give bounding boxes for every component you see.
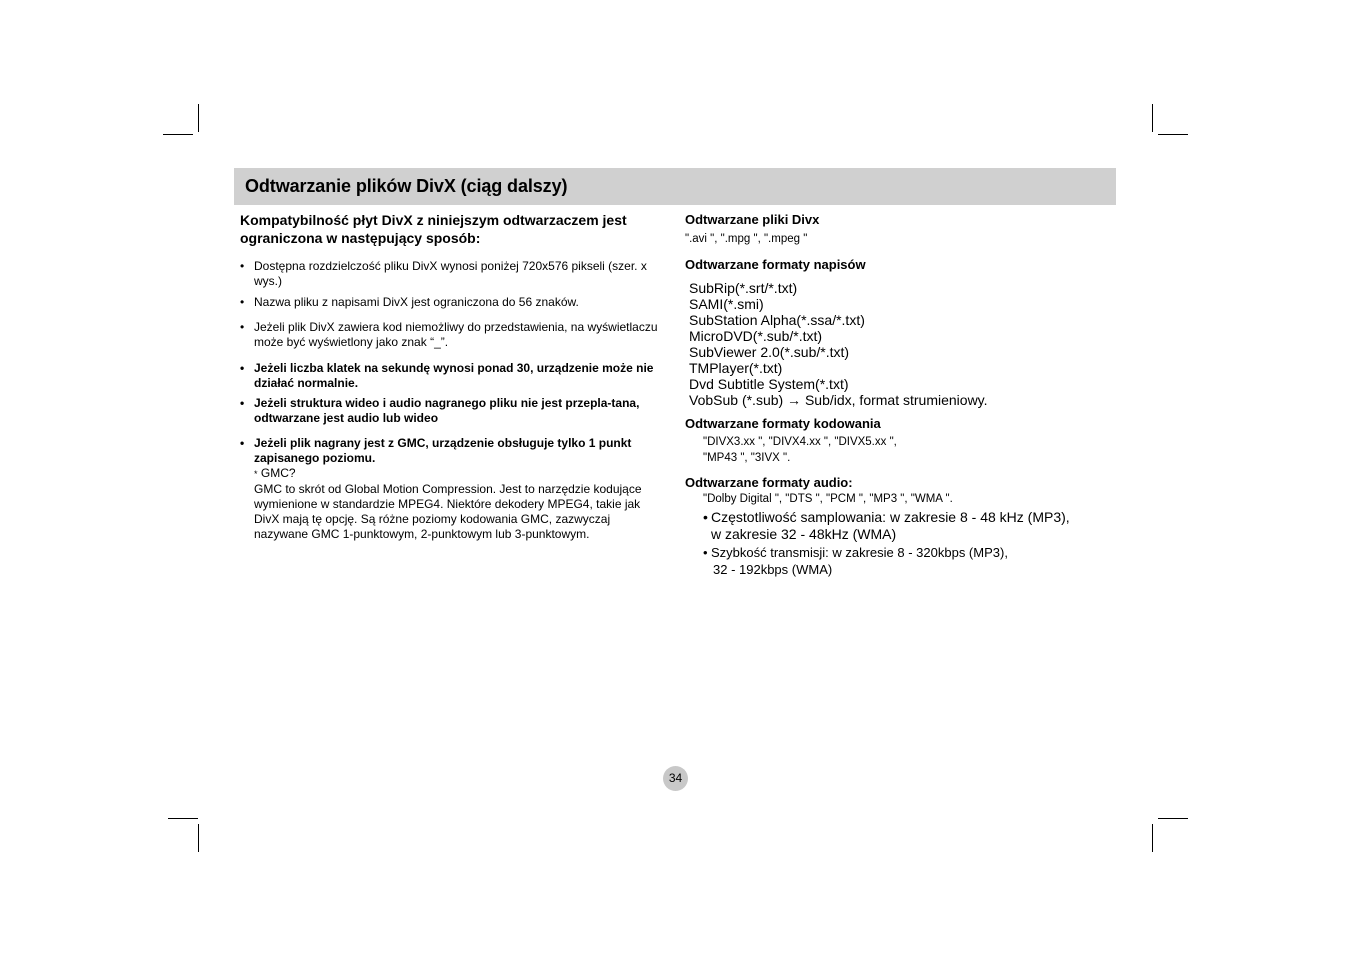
left-column: [240, 211, 660, 542]
list-item: TMPlayer(*.txt): [689, 360, 783, 376]
bullet-icon: •: [240, 295, 245, 309]
gmc-note: [254, 466, 660, 542]
bullet-icon: •: [240, 396, 245, 410]
compatibility-intro: Kompatybilność płyt DivX z niniejszym odtwarzaczem jest ograniczona w następujący sposób:: [240, 212, 627, 246]
bullet-icon: •: [240, 259, 245, 273]
gmc-question: GMC?: [260, 466, 296, 480]
crop-mark-top-left-v: [198, 104, 199, 132]
list-item: SubViewer 2.0(*.sub/*.txt): [689, 344, 850, 360]
list-item: Dvd Subtitle System(*.txt): [689, 376, 849, 392]
files-list: ".avi ", ".mpg ", ".mpeg ": [685, 233, 808, 245]
list-item: SAMI(*.smi): [689, 296, 764, 312]
list-item: • Nazwa pliku z napisami DivX jest ograniczona do 56 znaków.: [240, 295, 579, 309]
codec-list: [703, 435, 1105, 466]
list-item: VobSub (*.sub) → Sub/idx, format strumieniowy.: [689, 392, 988, 408]
crop-mark-top-left-h: [163, 134, 193, 135]
crop-mark-bottom-left-v: [198, 824, 199, 852]
list-item: • Jeżeli plik DivX zawiera kod niemożliwy do przedstawienia, na wyświetlaczu może być wyświetlony jako znak “_”.: [240, 320, 658, 349]
codec-line: "MP43 ", "3IVX ".: [703, 451, 791, 464]
crop-mark-bottom-left-h: [168, 818, 198, 819]
list-item: SubRip(*.srt/*.txt): [689, 280, 798, 296]
compatibility-list: [240, 259, 660, 542]
bullet-icon: •: [240, 436, 245, 450]
list-item: • Jeżeli struktura wideo i audio nagranego pliku nie jest przepla-tana, odtwarzane jest audio lub wideo: [240, 396, 640, 425]
sampling-rate-item: • Częstotliwość samplowania: w zakresie 8 - 48 kHz (MP3), w zakresie 32 - 48kHz (WMA): [703, 509, 1070, 542]
list-item: • Dostępna rozdzielczość pliku DivX wynosi poniżej 720x576 pikseli (szer. x wys.): [240, 259, 647, 288]
page-number: 34: [663, 766, 688, 791]
bitrate-item: • Szybkość transmisji: w zakresie 8 - 320kbps (MP3), 32 - 192kbps (WMA): [703, 545, 1008, 577]
gmc-explanation: GMC to skrót od Global Motion Compression. Jest to narzędzie kodujące wymienione w standardzie MPEG4. Niektóre dekodery MPEG4, takie jak DivX mają tę opcję. Są różne poziomy kodowania GMC, zazwyczaj nazywane GMC 1-punktowym, 2-punktowym lub 3-punktowym.: [254, 482, 642, 541]
subtitles-heading: Odtwarzane formaty napisów: [685, 257, 866, 272]
files-heading: Odtwarzane pliki Divx: [685, 212, 820, 227]
section-header: [234, 168, 1116, 205]
list-item: MicroDVD(*.sub/*.txt): [689, 328, 823, 344]
right-column: [685, 211, 1105, 578]
crop-mark-bottom-right-h: [1158, 818, 1188, 819]
codec-line: "DIVX3.xx ", "DIVX4.xx ", "DIVX5.xx ",: [703, 436, 897, 448]
list-item: • Jeżeli liczba klatek na sekundę wynosi ponad 30, urządzenie może nie działać normalnie.: [240, 361, 654, 390]
bullet-icon: •: [703, 509, 708, 525]
bullet-icon: •: [240, 361, 245, 375]
list-item: SubStation Alpha(*.ssa/*.txt): [689, 312, 865, 328]
bullet-icon: •: [703, 545, 708, 560]
audio-formats: "Dolby Digital ", "DTS ", "PCM ", "MP3 ", "WMA ".: [703, 493, 953, 505]
list-item: • Jeżeli plik nagrany jest z GMC, urządzenie obsługuje tylko 1 punkt zapisanego poziomu. * GMC? GMC to skrót od Global Motion Compression. Jest to narzędzie kodujące wymienione w standardzie MPEG4. Niektóre dekodery MPEG4, takie jak DivX mają tę opcję. Są różne poziomy kodowania GMC, zazwyczaj nazywane GMC 1-punktowym, 2-punktowym lub 3-punktowym.: [240, 436, 660, 542]
codec-heading: Odtwarzane formaty kodowania: [685, 416, 881, 431]
audio-formats-block: [703, 492, 1105, 578]
subtitle-formats-list: [689, 280, 1105, 408]
bullet-icon: •: [240, 320, 245, 334]
audio-heading: Odtwarzane formaty audio:: [685, 475, 853, 490]
asterisk-icon: *: [254, 469, 258, 479]
crop-mark-bottom-right-v: [1152, 824, 1153, 852]
page-title: Odtwarzanie plików DivX (ciąg dalszy): [245, 176, 568, 196]
crop-mark-top-right-h: [1158, 134, 1188, 135]
crop-mark-top-right-v: [1152, 104, 1153, 132]
